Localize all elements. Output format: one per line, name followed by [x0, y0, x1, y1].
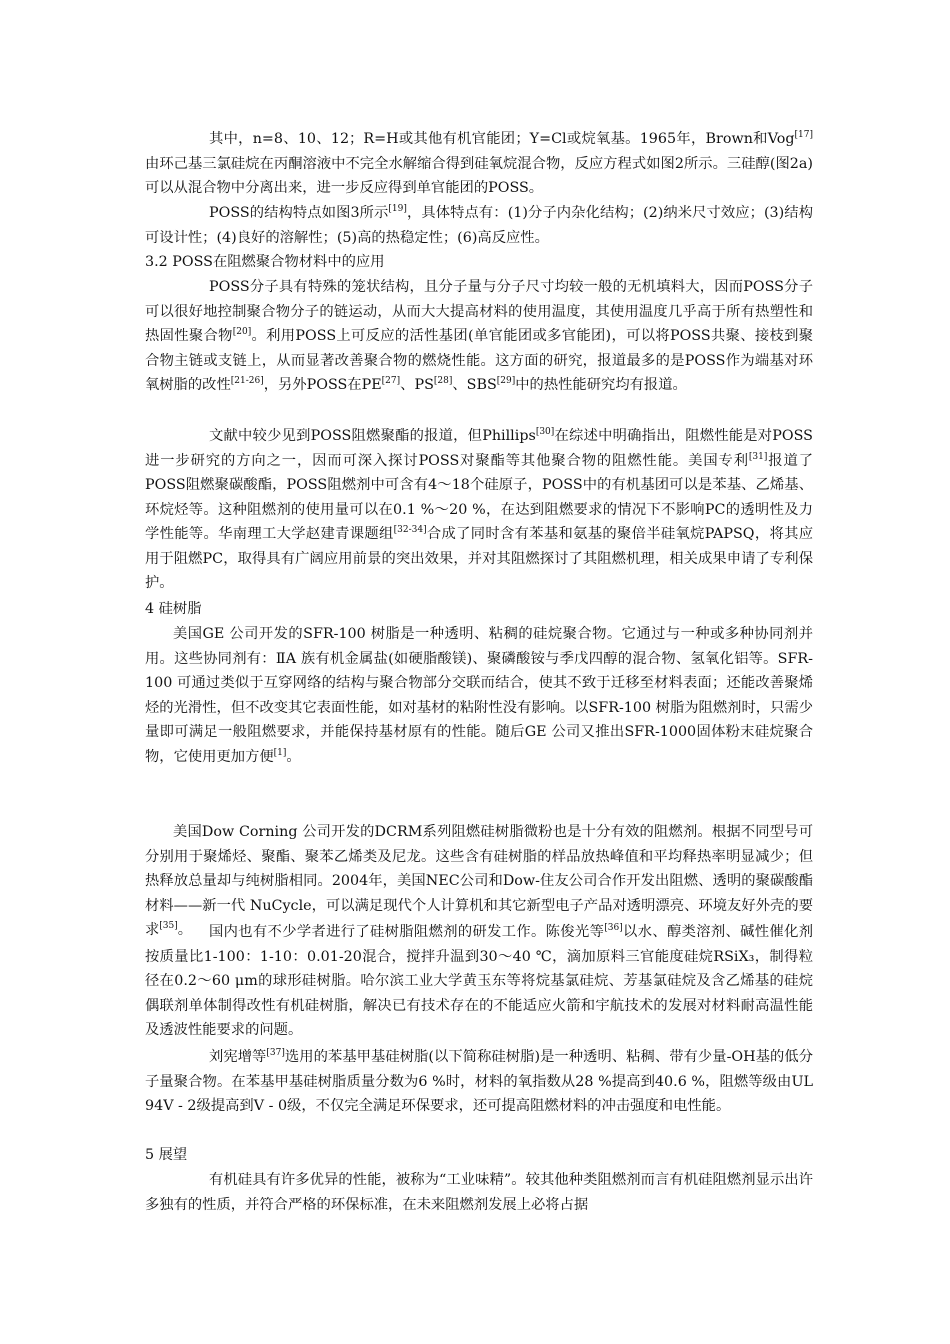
text-run: 其中，n=8、10、12；R=H或其他有机官能团；Y=Cl或烷氧基。1965年，Brown和Vog — [209, 131, 795, 147]
text-run: POSS的结构特点如图3所示 — [209, 205, 389, 221]
citation-ref: [29] — [496, 376, 516, 386]
citation-ref: [20] — [232, 327, 252, 337]
paragraph-poss-features — [145, 201, 813, 250]
text-run: 、PS — [400, 377, 434, 393]
paragraph-liu-xianzeng — [145, 1045, 813, 1119]
paragraph-outlook — [145, 1168, 813, 1217]
text-run: 国内也有不少学者进行了硅树脂阻燃剂的研发工作。陈俊光等 — [209, 924, 605, 940]
text-run: 3.2 POSS在阻燃聚合物材料中的应用 — [145, 254, 385, 270]
heading-4 — [145, 597, 202, 622]
citation-ref: [19] — [388, 204, 407, 214]
text-run: ，具体特点有：(1)分子内杂化结构；(2)纳米尺寸效应；(3)结构可设计性；(4)良好的溶解性；(5)高的热稳定性；(6)高反应性。 — [145, 205, 813, 246]
heading-3-2 — [145, 250, 385, 275]
text-run: 5 展望 — [145, 1147, 188, 1163]
text-run: 报道了POSS阻燃聚碳酸酯，POSS阻燃剂中可含有4～18个硅原子，POSS中的有机基团可以是苯基、乙烯基、环烷烃等。这种阻燃剂的使用量可以在0.1 %～20 %，在达到阻燃要求的情况下不影响PC的透明性及力学性能等。华南理工大学赵建青课题组 — [145, 452, 814, 542]
text-run: 。 — [286, 748, 301, 765]
paragraph-ge-sfr100 — [145, 622, 813, 769]
text-run: 。 — [177, 922, 193, 938]
paragraph-poss-polyester — [145, 424, 813, 596]
citation-ref: [31] — [748, 451, 768, 462]
paragraph-intro-formula — [145, 127, 813, 201]
text-run: POSS分子具有特殊的笼状结构，且分子量与分子尺寸均较一般的无机填料大，因而POSS分子可以很好地控制聚合物分子的链运动，从而大大提高材料的使用温度，其使用温度几乎高于所有热塑性和热固性聚合物 — [145, 279, 813, 344]
text-run: ，另外POSS在PE — [263, 377, 382, 393]
citation-ref: [17] — [794, 130, 813, 140]
text-run: 。利用POSS上可反应的活性基团(单官能团或多官能团)，可以将POSS共聚、接枝到聚合物主链或支链上，从而显著改善聚合物的燃烧性能。这方面的研究，报道最多的是POSS作为端基对环氧树脂的改性 — [145, 328, 814, 393]
text-run: 4 硅树脂 — [145, 601, 202, 617]
citation-ref: [37] — [266, 1048, 285, 1058]
text-run: 中的热性能研究均有报道。 — [515, 377, 687, 393]
heading-5 — [145, 1143, 187, 1168]
text-run: 合成了同时含有苯基和氨基的聚倍半硅氧烷PAPSQ，将其应用于阻燃PC，取得具有广阔应用前景的突出效果，并对其阻燃探讨了其阻燃机理，相关成果申请了专利保护。 — [145, 526, 814, 591]
text-run: 有机硅具有许多优异的性能，被称为“工业味精”。较其他种类阻燃剂而言有机硅阻燃剂显示出许多独有的性质，并符合严格的环保标准，在未来阻燃剂发展上必将占据 — [145, 1172, 813, 1213]
text-run: 、SBS — [452, 377, 497, 393]
citation-ref: [32-34] — [393, 525, 427, 535]
text-run: 文献中较少见到POSS阻燃聚酯的报道，但Phillips — [209, 428, 536, 444]
citation-ref: [1] — [273, 747, 287, 758]
text-run: 由环己基三氯硅烷在丙酮溶液中不完全水解缩合得到硅氧烷混合物，反应方程式如图2所示。三硅醇(图2a)可以从混合物中分离出来，进一步反应得到单官能团的POSS。 — [145, 155, 813, 196]
text-run: 美国Dow Corning 公司开发的DCRM系列阻燃硅树脂微粉也是十分有效的阻燃剂。根据不同型号可分别用于聚烯烃、聚酯、聚苯乙烯类及尼龙。这些含有硅树脂的样品放热峰值和平均释热率明显减少；但热释放总量却与纯树脂相同。2004年，美国NEC公司和Dow-住友公司合作开发出阻燃、透明的聚碳酸酯材料——新一代 NuCycle，可以满足现代个人计算机和其它新型电子产品对透明漂亮、环境友好外壳的要求 — [145, 824, 813, 938]
text-run: 以水、醇类溶剂、碱性催化剂按质量比1-100：1-10：0.01-20混合，搅拌升温到30～40 ℃，滴加原料三官能度硅烷RSiX₃，制得粒径在0.2～60 μm的球形硅树脂。哈尔滨工业大学黄玉东等将烷基氯硅烷、芳基氯硅烷及含乙烯基的硅烷偶联剂单体制得改性有机硅树脂，解决已有技术存在的不能适应火箭和宇航技术的发展对材料耐高温性能及透波性能要求的问题。 — [145, 924, 814, 1038]
paragraph-domestic-research — [145, 920, 813, 1043]
text-run: 刘宪增等 — [209, 1049, 267, 1065]
text-run: 选用的苯基甲基硅树脂(以下简称硅树脂)是一种透明、粘稠、带有少量-OH基的低分子量聚合物。在苯基甲基硅树脂质量分数为6 %时，材料的氧指数从28 %提高到40.6 %，阻燃等级由UL 94V - 2级提高到V - 0级，不仅完全满足环保要求，还可提高阻燃材料的冲击强度和电性能。 — [145, 1049, 814, 1114]
citation-ref: [36] — [604, 923, 623, 933]
citation-ref: [21-26] — [230, 376, 264, 386]
citation-ref: [28] — [433, 376, 453, 386]
paragraph-poss-application — [145, 275, 813, 398]
text-run: 在综述中明确指出，阻燃性能是对POSS进一步研究的方向之一，因而可深入探讨POSS对聚酯等其他聚合物的阻燃性能。美国专利 — [145, 428, 813, 469]
citation-ref: [27] — [381, 376, 401, 386]
citation-ref: [30] — [535, 427, 555, 437]
text-run: 美国GE 公司开发的SFR-100 树脂是一种透明、粘稠的硅烷聚合物。它通过与一种或多种协同剂并用。这些协同剂有：ⅡA 族有机金属盐(如硬脂酸镁)、聚磷酸铵与季戊四醇的混合物、氢氧化铝等。SFR-100 可通过类似于互穿网络的结构与聚合物部分交联而结合，使其不致于迁移至材料表面；还能改善聚烯烃的光滑性，但不改变其它表面性能，如对基材的粘附性没有影响。以SFR-100 树脂为阻燃剂时，只需少量即可满足一般阻燃要求，并能保持基材原有的性能。随后GE 公司又推出SFR-1000固体粉末硅烷聚合物，它使用更加方便 — [145, 626, 813, 765]
citation-ref: [35] — [159, 921, 178, 931]
